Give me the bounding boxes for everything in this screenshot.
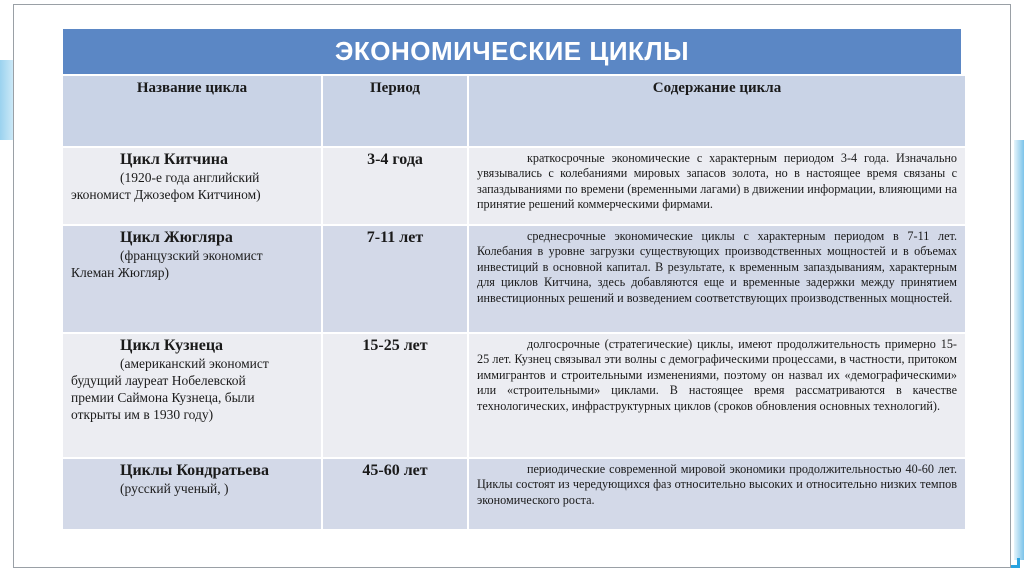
slide-title: ЭКОНОМИЧЕСКИЕ ЦИКЛЫ xyxy=(63,29,961,74)
cycle-note-line: (французский экономист xyxy=(120,248,263,263)
cycle-period: 15-25 лет xyxy=(323,334,467,457)
header-period: Период xyxy=(323,76,467,146)
header-cycle-name: Название цикла xyxy=(63,76,321,146)
cycle-note-line: премии Саймона Кузнеца, были xyxy=(71,390,255,405)
cycle-content: краткосрочные экономические с характерным периодом 3-4 года. Изначально увязывались с колебаниями мировых запасов золота, но в настоящее время связаны с запаздываниями по времени (временными лагами) в движении информации, влияющими на принятие решений коммерческими фирмами. xyxy=(469,148,965,224)
cycle-content: долгосрочные (стратегические) циклы, имеют продолжительность примерно 15-25 лет. Кузнец связывал эти волны с демографическими процессами, в частности, притоком иммигрантов и строительными изменениями, поэтому он назвал их «демографическими» или «строительными» циклами. В настоящее время рассматриваются в качестве технологических, инфраструктурных циклов (сроков обновления основных технологий). xyxy=(469,334,965,457)
cycle-note-line: Клеман Жюгляр) xyxy=(71,265,170,280)
decor-stripe-right xyxy=(1014,140,1024,560)
cycles-table xyxy=(63,76,961,521)
corner-mark-icon xyxy=(1010,558,1020,568)
cycle-note-line: (1920-е года английский xyxy=(120,170,260,185)
cycle-name: Цикл Кузнеца xyxy=(120,337,224,354)
cycle-period: 45-60 лет xyxy=(323,459,467,529)
cycle-period: 3-4 года xyxy=(323,148,467,224)
table-row-kitchin-name xyxy=(63,148,321,224)
table-row-kondratiev-name xyxy=(63,459,321,529)
table-row-juglar-name xyxy=(63,226,321,332)
header-content: Содержание цикла xyxy=(469,76,965,146)
cycle-note-line: (русский ученый, ) xyxy=(120,481,229,496)
cycle-name: Цикл Китчина xyxy=(120,151,228,168)
cycle-content: периодические современной мировой экономики продолжительностью 40-60 лет. Циклы состоят из чередующихся фаз относительно высоких и относительно низких темпов экономического роста. xyxy=(469,459,965,529)
cycle-note-line: будущий лауреат Нобелевской xyxy=(71,373,246,388)
cycle-period: 7-11 лет xyxy=(323,226,467,332)
cycle-name: Цикл Жюгляра xyxy=(120,229,233,246)
cycle-note-line: экономист Джозефом Китчином) xyxy=(71,187,261,202)
cycle-note-line: открыты им в 1930 году) xyxy=(71,407,214,422)
table-row-kuznets-name xyxy=(63,334,321,457)
cycle-note-line: (американский экономист xyxy=(120,356,269,371)
cycle-content: среднесрочные экономические циклы с характерным периодом в 7-11 лет. Колебания в уровне загрузки существующих производственных мощностей и в объемах инвестиций в основной капитал. В результате, к временным запаздываниям, характерным для циклов Китчина, здесь добавляются еще и временные задержки между принятием инвестиционных решений и возведением соответствующих производственных мощностей. xyxy=(469,226,965,332)
cycle-name: Циклы Кондратьева xyxy=(120,462,270,479)
